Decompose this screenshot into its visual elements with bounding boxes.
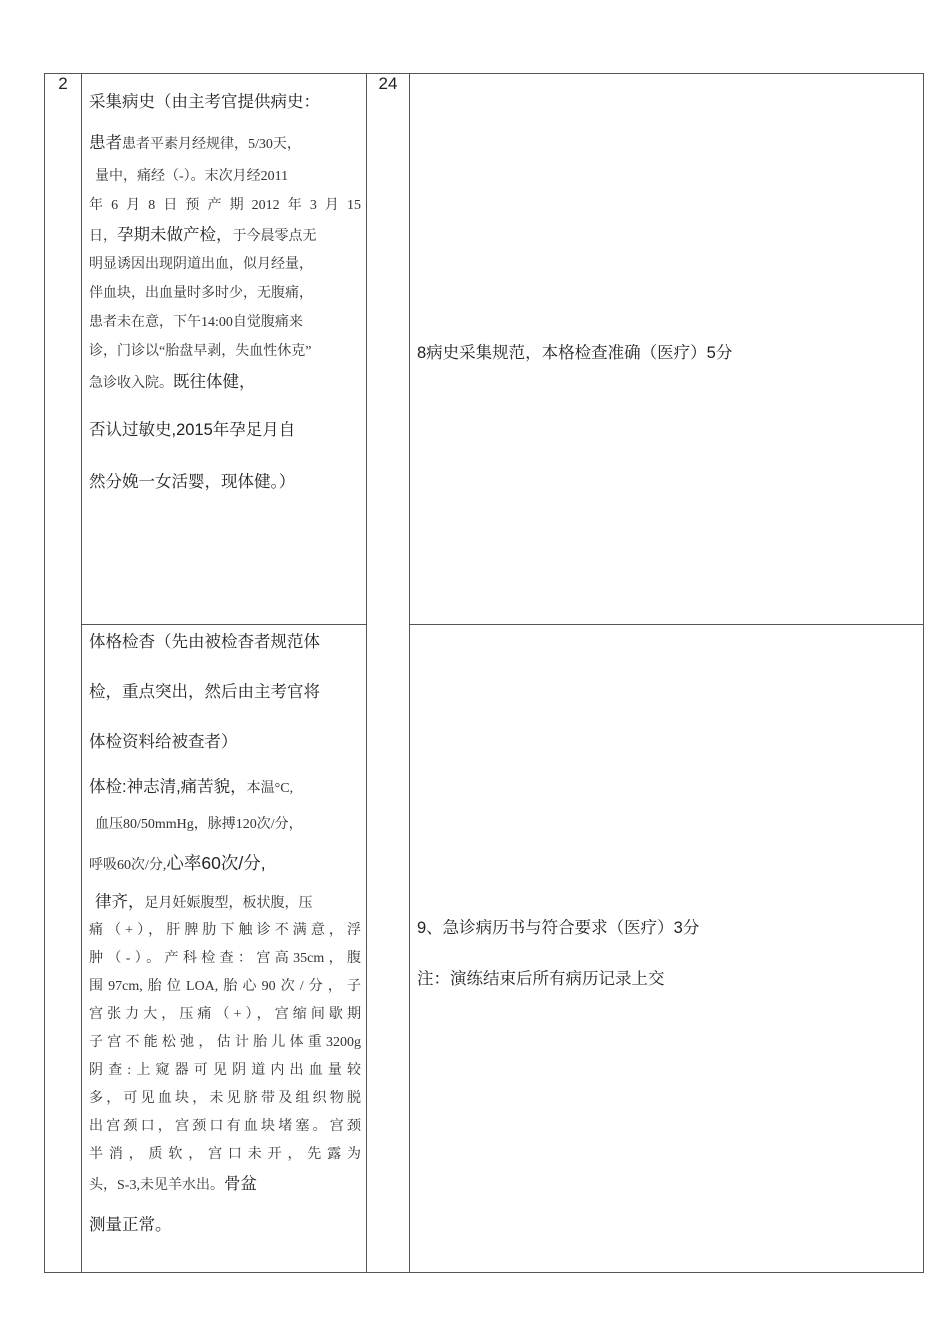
history-line: 否认过敏史,2015年孕足月自	[89, 421, 296, 439]
exam-line: 半消，质软，宫口未开，先露为	[89, 1147, 361, 1162]
row-number: 2	[58, 74, 68, 93]
criteria-cell-exam	[410, 625, 924, 1273]
history-line: 伴血块，出血量时多时少，无腹痛，	[89, 286, 313, 301]
exam-line: 多，可见血块，未见脐带及组织物脱	[89, 1091, 361, 1106]
exam-line: 出宫颈口，宫颈口有血块堵塞。宫颈	[89, 1119, 361, 1134]
history-heading: 采集病史（由主考官提供病史：	[89, 93, 320, 111]
exam-line: 围97cm,胎位LOA,胎心90次/分，子	[89, 979, 361, 994]
criteria-note: 注：演练结束后所有病历记录上交	[417, 970, 665, 988]
history-line: 患者患者平素月经规律，5/30天，	[89, 134, 301, 152]
exam-line: 头，S-3,未见羊水出。骨盆	[89, 1175, 257, 1193]
exam-line: 肿（-）。产科检查：宫高35cm，腹	[89, 951, 361, 966]
history-line: 明显诱因出现阴道出血，似月经量，	[89, 257, 313, 272]
history-line: 诊，门诊以“胎盘早剥，失血性休克”	[89, 344, 312, 359]
exam-heading: 体格检杳（先由被检杳者规范体	[89, 633, 320, 651]
exam-line: 阴查:上窥器可见阴道内出血量较	[89, 1063, 361, 1078]
exam-cell	[82, 625, 367, 1273]
history-line: 量中，痛经（-）。末次月经2011	[95, 169, 289, 184]
criteria-item-8: 8病史采集规范，本格检查准确（医疗）5分	[417, 344, 733, 362]
exam-line: 血压80/50mmHg，脉搏120次/分，	[95, 817, 303, 832]
exam-line: 呼吸60次/分,心率60次/分,	[89, 853, 266, 873]
history-line: 患者未在意，下午14:00自觉腹痛来	[89, 315, 303, 330]
history-line: 然分娩一女活婴，现体健。）	[89, 473, 296, 491]
exam-line: 律齐，足月妊娠腹型，板状腹，压	[95, 893, 313, 911]
score-cell	[367, 74, 410, 1273]
exam-line: 痛（+），肝脾肋下触诊不满意，浮	[89, 923, 361, 938]
history-line: 急诊收入院。既往体健，	[89, 373, 256, 391]
history-cell	[82, 74, 367, 625]
criteria-cell-history	[410, 74, 924, 625]
exam-line: 体检:神志清,痛苦貌，本温°C,	[89, 778, 294, 796]
exam-heading: 检，重点突出，然后由主考官将	[89, 683, 320, 701]
criteria-item-9: 9、急诊病历书与符合要求（医疗）3分	[417, 919, 700, 937]
exam-line: 子宫不能松弛，估计胎儿体重3200g	[89, 1035, 361, 1050]
row-number-cell	[45, 74, 82, 1273]
exam-line: 宫张力大，压痛（+），宫缩间歇期	[89, 1007, 361, 1022]
history-line: 年6月8日预产期2012年3月15	[89, 198, 361, 213]
scoring-table	[44, 73, 924, 1273]
score-value: 24	[378, 74, 398, 93]
history-line: 日，孕期未做产检，于今晨零点无	[89, 226, 317, 244]
exam-heading: 体检资料给被查者）	[89, 733, 238, 751]
exam-line: 测量正常。	[89, 1216, 172, 1234]
